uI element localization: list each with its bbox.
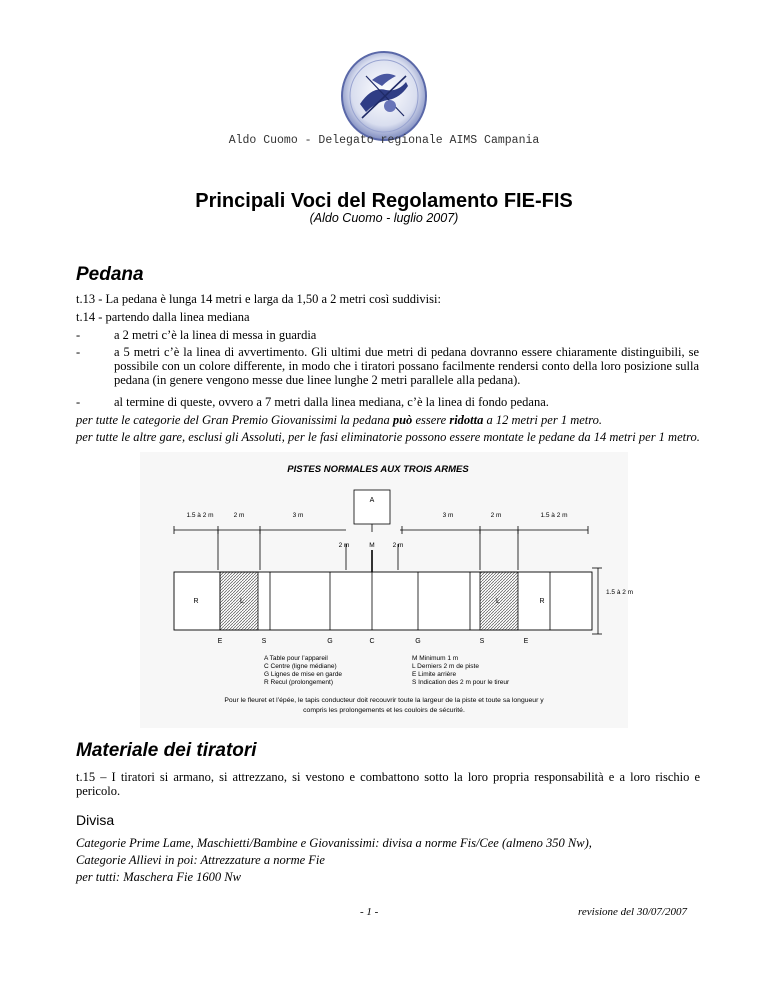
line-label: S: [261, 638, 267, 645]
table-label: A: [369, 497, 375, 504]
document-title: Principali Voci del Regolamento FIE-FIS: [195, 190, 573, 212]
top-dimension-line: [174, 524, 588, 534]
note-emphasis: può: [392, 413, 413, 427]
list-item: a 2 metri c’è la linea di messa in guardia: [114, 328, 317, 342]
revision-date: revisione del 30/07/2007: [578, 906, 687, 918]
paragraph-t13: t.13 - La pedana è lunga 14 metri e larga da 1,50 a 2 metri così suddivisi:: [76, 292, 441, 306]
legend-item: S Indication des 2 m pour le tireur: [412, 679, 510, 686]
diagram-title: PISTES NORMALES AUX TROIS ARMES: [287, 464, 469, 475]
legend-item: L Derniers 2 m de piste: [412, 663, 479, 670]
note-emphasis: ridotta: [449, 413, 484, 427]
paragraph-t14: t.14 - partendo dalla linea mediana: [76, 310, 250, 324]
divisa-line: per tutti: Maschera Fie 1600 Nw: [76, 870, 241, 884]
line-label: S: [479, 638, 485, 645]
section-heading-pedana: Pedana: [76, 264, 144, 285]
legend-item: M Minimum 1 m: [412, 655, 459, 662]
dim-label: 1.5 à 2 m: [186, 512, 214, 519]
table-box: [354, 490, 390, 524]
piste-diagram: [140, 452, 634, 728]
dim-label: 1.5 à 2 m: [540, 512, 568, 519]
list-item: al termine di queste, ovvero a 7 metri dalla linea mediana, c’è la linea di fondo pedana.: [114, 395, 549, 409]
side-dim-label: 1.5 à 2 m: [606, 589, 634, 596]
list-item: a 5 metri c’è la linea di avvertimento. Gli ultimi due metri di pedana dovranno essere chiaramente distinguibili, se possibile con un colore differente, in modo che i tiratori possano facilmente rendersi conto della loro posizione sulla pedana (in genere vengono messe due linee lunghe 2 metri parallele alla pedana).: [114, 345, 699, 387]
list-bullet: -: [76, 345, 81, 359]
mid-dim-label: 2 m: [338, 542, 350, 549]
header-line: Aldo Cuomo - Delegato regionale AIMS Campania: [228, 134, 540, 147]
paragraph-t15: t.15 – I tiratori si armano, si attrezzano, si vestono e combattono sotto la loro propria responsabilità e a loro rischio e pericolo.: [76, 770, 700, 798]
legend-item: R Recul (prolongement): [264, 679, 334, 686]
mid-dim-label: 2 m: [392, 542, 404, 549]
legend-item: G Lignes de mise en garde: [264, 671, 343, 678]
divisa-line: Categorie Allievi in poi: Attrezzature a norme Fie: [76, 853, 325, 867]
diagram-note: compris les prolongements et les couloirs de sécurité.: [303, 707, 465, 714]
subheading-divisa: Divisa: [76, 812, 115, 828]
zone-label: L: [496, 598, 500, 605]
line-label: G: [415, 638, 421, 645]
hatched-zone-left: [220, 572, 258, 630]
dim-label: 3 m: [442, 512, 454, 519]
list-bullet: -: [76, 395, 81, 409]
section-heading-materiale: Materiale dei tiratori: [76, 740, 257, 761]
note-giovanissimi: [76, 413, 706, 427]
dim-label: 2 m: [490, 512, 502, 519]
legend-item: C Centre (ligne médiane): [264, 663, 337, 670]
note-text: a 12 metri per 1 metro.: [483, 413, 603, 427]
zone-label: R: [193, 598, 199, 605]
note-text: essere: [412, 413, 450, 427]
dim-label: 2 m: [233, 512, 245, 519]
line-label: E: [523, 638, 529, 645]
dim-label: 3 m: [292, 512, 304, 519]
page-number: - 1 -: [360, 906, 379, 918]
divisa-line: Categorie Prime Lame, Maschietti/Bambine e Giovanissimi: divisa a norme Fis/Cee (almeno 350 Nw),: [76, 836, 592, 850]
line-label: C: [369, 638, 375, 645]
list-bullet: -: [76, 328, 81, 342]
piste-diagram-svg: [140, 452, 634, 728]
extension-lines: [218, 530, 518, 570]
document-subtitle: (Aldo Cuomo - luglio 2007): [309, 211, 459, 225]
note-altre-gare: per tutte le altre gare, esclusi gli Assoluti, per le fasi eliminatorie possono essere montate le pedane da 14 metri per 1 metro.: [76, 430, 700, 444]
line-label: E: [217, 638, 223, 645]
zone-label: L: [240, 598, 244, 605]
diagram-note: Pour le fleuret et l’épée, le tapis conducteur doit recouvrir toute la largeur de la piste et toute sa longueur y: [224, 697, 544, 704]
legend-item: E Limite arrière: [412, 671, 457, 678]
side-dimension-line: [592, 568, 602, 634]
note-text: per tutte le categorie del Gran Premio Giovanissimi la pedana: [76, 413, 393, 427]
zone-label: R: [539, 598, 545, 605]
mid-dim-label: M: [369, 542, 375, 549]
line-label: G: [327, 638, 333, 645]
legend-item: A Table pour l’appareil: [264, 655, 328, 662]
